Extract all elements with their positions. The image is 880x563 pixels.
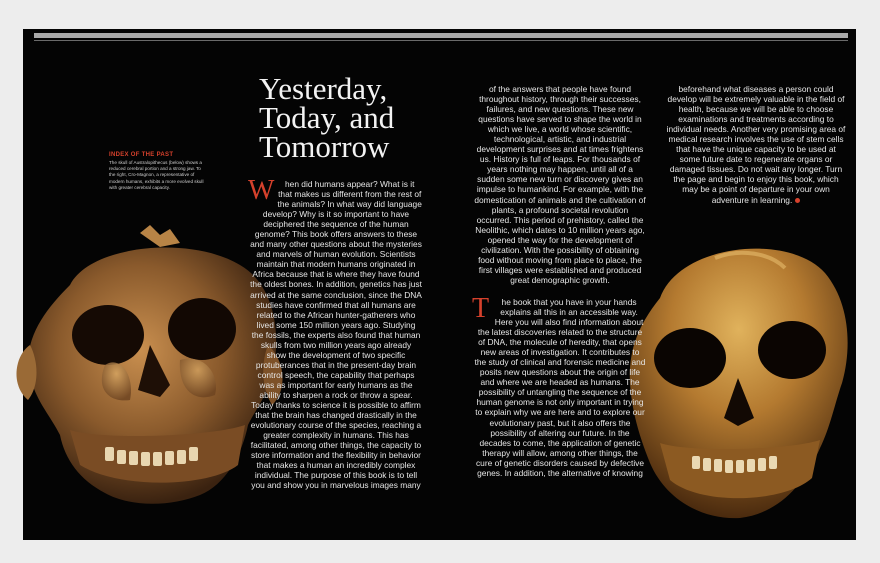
title-line-1: Yesterday, [259, 71, 388, 106]
drop-cap-t: T [472, 292, 490, 324]
body-paragraph-3 [472, 292, 646, 478]
caption-title: INDEX OF THE PAST [109, 152, 174, 158]
body-paragraph-2: of the answers that people have found throughout history, through their successes, failures, and new questions. These new questions have served to shape the world in which we live, a world whose scientific, technological, artistic, and industrial development surprises and at times frightens us. History is full of leaps. For thousands of years nothing may happen, until all of a sudden some new turn or discovery gives an impulse to humankind. For example, with the domestication of animals and the cultivation of plants, a profound societal revolution occurred. This period of prehistory, called the Neolithic, which dates to 10 million years ago, opened the way for the development of civilization. With the possibility of obtaining food without moving from place to place, the first villages were established and produced great demographic growth. [474, 84, 646, 285]
paragraph-4-text: beforehand what diseases a person could develop will be extremely valuable in the field of health, because we will be able to choose examinations and treatments according to individual needs. Another very promising area of medical research involves the use of stem cells that have the unique capacity to be used at some future date to regenerate organs or damaged tissues. Do not wait any longer. Turn the page and begin to enjoy this book, which may be a point of departure in your own adventure in learning. [666, 84, 846, 205]
article-title [259, 71, 469, 164]
paragraph-1-text: hen did humans appear? What is it that makes us different from the rest of the animals? In what way did language develop? Why is it so important to have deciphered the sequence of the human genome? This book offers answers to these and many other questions about the mysteries and marvels of human evolution. Scientists maintain that modern humans originated in Africa because that is where they have found the oldest bones. In addition, genetics has just arrived at the same conclusion, since the DNA studies have confirmed that all humans are related to the African hunter-gatherers who lived some 150 million years ago. Studying the fossils, the experts also found that human skulls from two million years ago already show the development of two specific protuberances that in the present-day brain control speech, the capability that perhaps was as important for early humans as the ability to sharpen a rock or throw a spear. Today thanks to science it is possible to affirm that the brain has changed drastically in the evolutionary course of the species, reaching a greater complexity in humans. This has facilitated, among other things, the capacity to store information and the flexibility in behavior that makes a human an incredibly complex individual. The purpose of this book is to tell you and show you in marvelous images many [250, 179, 422, 491]
body-column-2 [474, 84, 646, 478]
top-rule-thin [34, 40, 848, 41]
end-mark-icon [795, 198, 800, 203]
caption-text: The skull of Australopithecus (below) shows a reduced cerebral portion and a strong jaw. To the right, Cro-Magnon, a representative of modern humans, exhibits a more evolved skull with greater cerebral capacity. [109, 160, 204, 190]
australopithecus-skull-image [10, 225, 290, 520]
drop-cap-w: W [248, 175, 275, 206]
body-column-3 [666, 84, 846, 205]
top-rule [34, 33, 848, 38]
title-line-2: Today, and [259, 100, 395, 135]
title-line-3: Tomorrow [259, 129, 390, 164]
cro-magnon-skull-image [620, 228, 852, 528]
paragraph-3-text: he book that you have in your hands explains all this in an accessible way. Here you will also find information about the latest discoveries related to the structure of DNA, the molecule of heredity, that opens new areas of investigation. It contributes to the study of clinical and forensic medicine and posits new questions about the origin of life and where we are headed as humans. The possibility of untangling the sequence of the human genome is not only important in trying to explain why we are here and to explore our evolutionary past, but it also offers the possibility of altering our future. In the decades to come, the application of genetic therapy will allow, among other things, the cure of genetic disorders caused by defective genes. In addition, the alternative of knowing [474, 296, 646, 478]
body-column-1 [248, 175, 422, 491]
image-caption [109, 151, 204, 191]
body-paragraph-1 [248, 175, 422, 491]
body-paragraph-4 [666, 84, 846, 205]
